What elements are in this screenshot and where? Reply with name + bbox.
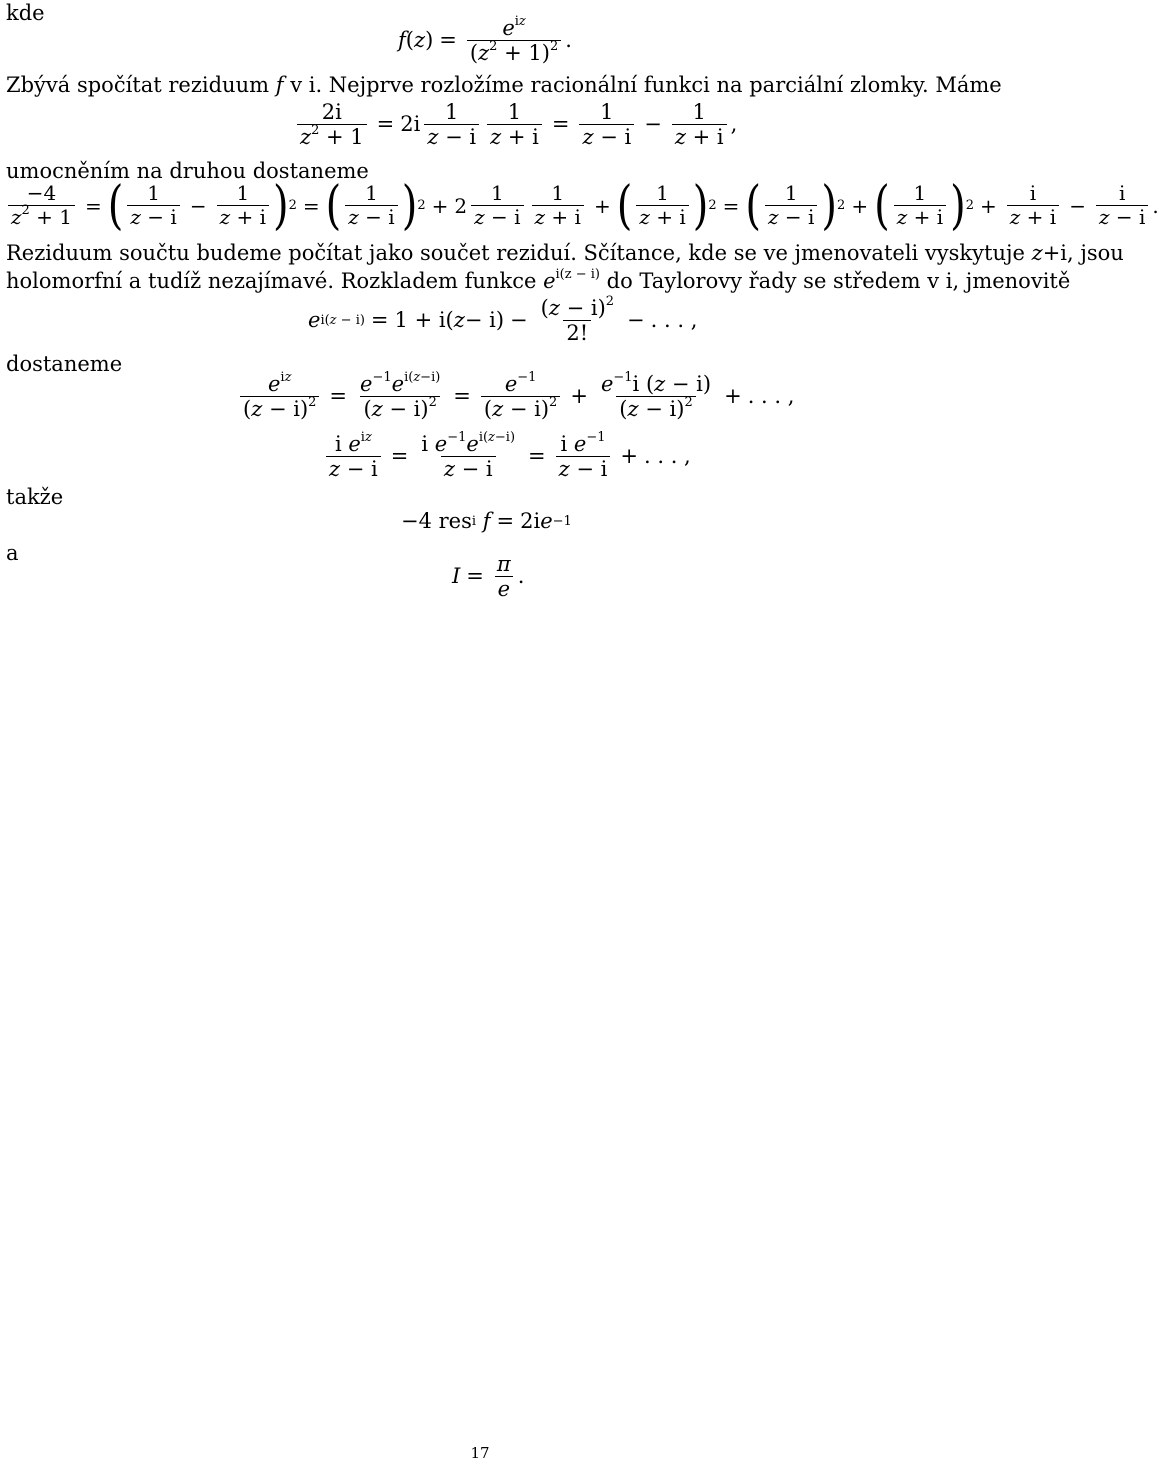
text-kde: kde <box>6 1 45 25</box>
text-dostaneme: dostaneme <box>6 352 123 376</box>
equation-partial-fractions: $\frac{2i}{z^2 + 1}$ = 2i $\frac{1}{z - i}$ $\frac{1}{z + i}$ = $\frac{1}{z - i}$ − $\frac{1}{z + i}$ , <box>293 100 737 149</box>
equation-expansion-2: $\frac{i e^{iz}}{z - i}$ = $\frac{i e^{-1}e^{i(z-i)}}{z - i}$ = $\frac{i e^{-1}}{z - i}$ + . . . , <box>322 432 691 481</box>
text-takze: takže <box>6 485 64 509</box>
equation-expansion-1: $\frac{e^{iz}}{(z - i)^2}$ = $\frac{e^{-1}e^{i(z-i)}}{(z - i)^2}$ = $\frac{e^{-1}}{(z - i)^2}$ + $\frac{e^{-1}i (z - i)}{(z - i)^2}$ + . . . , <box>236 372 794 421</box>
text-a: a <box>6 541 19 565</box>
page-number: 17 <box>470 1444 490 1462</box>
equation-squared: $\frac{-4}{z^2 + 1}$ = ( $\frac{1}{z - i}$ − $\frac{1}{z + i}$ ) 2 = ( $\frac{1}{z - i}$ ) 2 + 2 $\frac{1}{z - i}$ $\frac{1}{z + i}$ + ( $\frac{1}{z + i}$ ) 2 = ( $\frac{1}{z - i}$ ) 2 + ( $\frac{1}{z + i}$ ) 2 + $\frac{i}{z + i}$ − $\frac{i}{z - i}$ . <box>4 182 1159 229</box>
equation-taylor: e i(z − i) = 1 + i( z − i) − $\frac{(z - i)^2}{2!}$ − . . . , <box>308 294 698 346</box>
text-reziduum-2: holomorfní a tudíž nezajímavé. Rozkladem funkce $e^{i(z - i)}$ do Taylorovy řady se středem v i, jmenovitě <box>6 267 1071 293</box>
equation-integral-result: I = $\frac{\pi}{e}$ . <box>452 552 525 602</box>
text-zbyva: Zbývá spočítat reziduum f v i. Nejprve rozložíme racionální funkci na parciální zlomky. Máme <box>6 73 1002 97</box>
text-umocnenim: umocněním na druhou dostaneme <box>6 159 369 183</box>
equation-f-definition: f ( z ) = $\frac{e^{iz}}{(z^2 + 1)^2}$ . <box>398 14 572 66</box>
text-reziduum-1: Reziduum součtu budeme počítat jako součet reziduí. Sčítance, kde se ve jmenovateli vyskytuje z+i, jsou <box>6 241 1124 265</box>
equation-residue: −4 res i f = 2i e −1 <box>401 509 572 533</box>
